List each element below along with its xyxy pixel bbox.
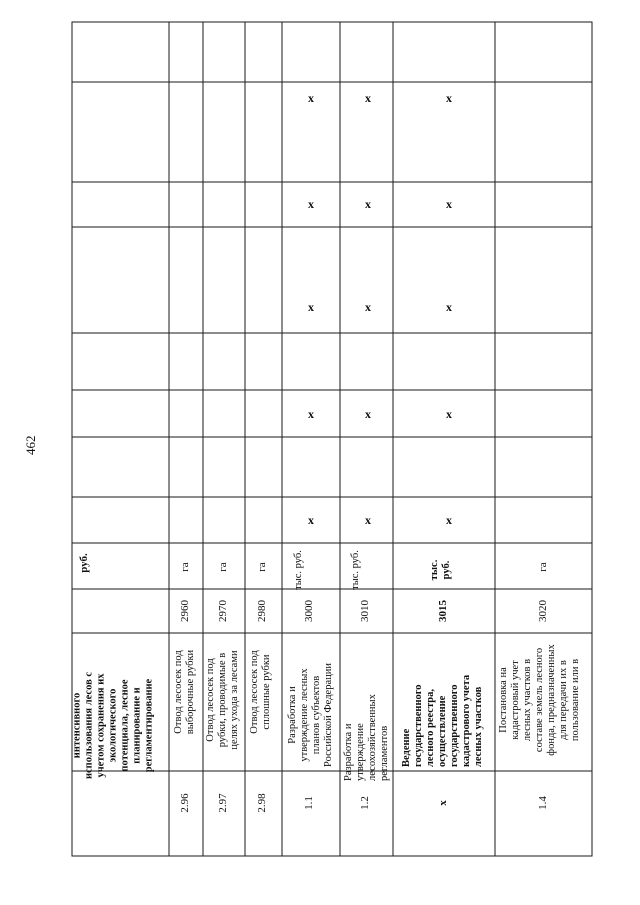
row-4-mark-2: х bbox=[308, 407, 314, 421]
row-1-unit: га bbox=[179, 562, 191, 572]
row-6-mark-5: х bbox=[446, 91, 452, 105]
row-7-line: 3020 bbox=[537, 600, 549, 622]
row-5-line: 3010 bbox=[359, 600, 371, 622]
row-5-code: 1.2 bbox=[359, 796, 371, 810]
row-1-name: Отвод лесосек под выборочные рубки bbox=[173, 649, 196, 735]
row-2-code: 2.97 bbox=[217, 793, 229, 813]
row-5-mark-5: х bbox=[365, 91, 371, 105]
row-3-code: 2.98 bbox=[256, 793, 268, 813]
row-2-line: 2970 bbox=[217, 600, 229, 622]
row-1-line: 2960 bbox=[179, 600, 191, 622]
row-1-code: 2.96 bbox=[179, 793, 191, 813]
row-4-code: 1.1 bbox=[303, 796, 315, 810]
row-5-unit: тыс. руб. bbox=[350, 550, 361, 590]
row-6-mark-1: х bbox=[446, 513, 452, 527]
row-3-line: 2980 bbox=[256, 600, 268, 622]
row-5-name: Разработка и утверждение лесохозяйственных регламентов bbox=[343, 694, 390, 781]
row-6-mark-2: х bbox=[446, 407, 452, 421]
unit-header: руб. bbox=[78, 553, 90, 573]
row-7-code: 1.4 bbox=[537, 796, 549, 810]
row-6-name: Ведение государственного лесного реестра, осуществление государственного кадастрового учета лесных участков bbox=[401, 674, 484, 767]
row-5-mark-2: х bbox=[365, 407, 371, 421]
row-6-unit: тыс. руб. bbox=[429, 559, 452, 581]
row-3-unit: га bbox=[256, 562, 268, 572]
row-0-name: интенсивного использования лесов с учетом сохранения их экологического потенциала, лесное планирование и регламентирование bbox=[71, 671, 155, 780]
row-6-code: х bbox=[437, 800, 449, 806]
row-7-unit: га bbox=[537, 562, 549, 572]
row-2-unit: га bbox=[217, 562, 229, 572]
row-6-line: 3015 bbox=[437, 600, 449, 622]
page-number: 462 bbox=[23, 435, 38, 455]
row-2-name: Отвод лесосек под рубки, проводимые в целях ухода за лесами bbox=[205, 650, 240, 750]
row-4-mark-3: х bbox=[308, 300, 314, 314]
row-6-mark-4: х bbox=[446, 197, 452, 211]
row-4-mark-4: х bbox=[308, 197, 314, 211]
row-5-mark-1: х bbox=[365, 513, 371, 527]
row-5-mark-3: х bbox=[365, 300, 371, 314]
row-4-line: 3000 bbox=[303, 600, 315, 622]
row-6-mark-3: х bbox=[446, 300, 452, 314]
row-7-name: Постановка на кадастровый учет лесных участков в составе земель лесного фонда, предназначенных для передачи их в пользование или в bbox=[498, 644, 581, 756]
row-4-unit: тыс. руб. bbox=[293, 550, 304, 590]
row-3-name: Отвод лесосек под сплошные рубки bbox=[249, 650, 272, 734]
row-4-mark-1: х bbox=[308, 513, 314, 527]
row-4-mark-5: х bbox=[308, 91, 314, 105]
row-4-name: Разработка и утверждение лесных планов субъектов Российской Федерации bbox=[287, 663, 334, 767]
row-5-mark-4: х bbox=[365, 197, 371, 211]
